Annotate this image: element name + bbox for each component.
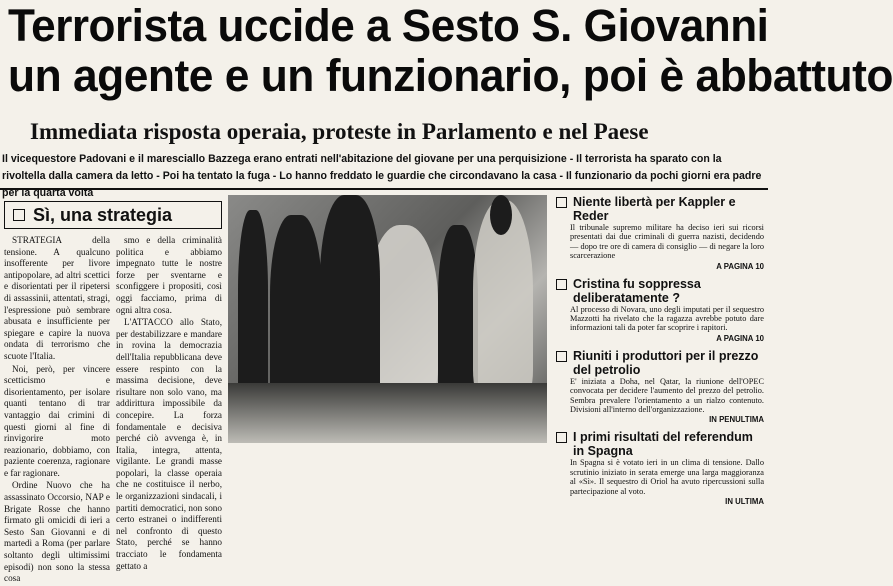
section-divider (0, 188, 768, 190)
square-bullet-icon (13, 209, 25, 221)
checkbox-square-icon (556, 279, 567, 290)
headline-line-2: un agente e un funzionario, poi è abbattuto (8, 50, 893, 101)
editorial-title: Sì, una strategia (33, 204, 173, 225)
editorial-col-1 (4, 235, 110, 586)
brief-item (552, 277, 764, 343)
news-briefs (552, 195, 764, 507)
brief-title: I primi risultati del referendum in Spagna (573, 430, 753, 459)
editorial-title-box (4, 201, 222, 229)
brief-title: Riuniti i produttori per il prezzo del petrolio (573, 348, 759, 377)
news-photo (228, 195, 547, 443)
editorial-paragraph: STRATEGIA della tensione. A qualcuno insofferente per livore antipopolare, ad altri scettici e disorientati per il ripetersi di assassinii, attentati, stragi, l'espressione può sembrare abusata e insufficiente per spiegare e capire la nuova ondata di terrorismo che scuote l'Italia. (4, 235, 110, 361)
brief-page-ref: IN ULTIMA (725, 497, 764, 507)
editorial-body (4, 235, 222, 586)
brief-page-ref: IN PENULTIMA (709, 415, 764, 425)
summary-deck: Il vicequestore Padovani e il maresciallo Bazzega erano entrati nell'abitazione del giovane per una perquisizione - Il terrorista ha sparato con la rivoltella dalla camera da letto - Poi ha tentato la fuga - Lo hanno freddato le guardie che circondavano la casa - Il funzionario da pochi giorni era padre per la quarta volta (2, 153, 762, 199)
brief-page-ref: A PAGINA 10 (716, 333, 764, 343)
checkbox-square-icon (556, 351, 567, 362)
brief-text: Al processo di Novara, uno degli imputati per il sequestro Mazzotti ha rivelato che la ragazza avrebbe potuto dare informazioni tali da poter far scoprire i rapitori. (570, 304, 764, 333)
brief-item (552, 430, 764, 506)
brief-text: In Spagna si è votato ieri in un clima di tensione. Dallo scrutinio iniziato in serata emerge una larga maggioranza al «Sì». Il sequestro di Oriol ha avuto ripercussioni sulla partecipazione al voto. (570, 458, 764, 496)
brief-title: Niente libertà per Kappler e Reder (573, 195, 736, 223)
editorial-paragraph: L'ATTACCO allo Stato, per destabilizzare e mandare in rovina la democrazia dell'Italia repubblicana deve essere respinto con la massima decisione, deve risultare non solo vano, ma addirittura impossibile da concepire. La forza fondamentale e decisiva perché ciò avvenga è, in Italia, integra, attenta, vigilante. Le grandi masse popolari, la classe operaia che ne costituisce il nerbo, le organizzazioni sindacali, i partiti democratici, non sono certo estranei o indifferenti nel confronto di questo Stato, perché se hanno tracciato le fondamenta gettato a (116, 317, 222, 571)
editorial-paragraph: Ordine Nuovo che ha assassinato Occorsio, NAP e Brigate Rosse che hanno firmato gli omicidi di ieri a Sesto San Giovanni e di martedì a Roma (per parlare soltanto degli ultimissimi episodi) non sono la stessa cosa (4, 480, 110, 584)
brief-page-ref: A PAGINA 10 (716, 261, 764, 271)
subheadline: Immediata risposta operaia, proteste in Parlamento e nel Paese (30, 119, 649, 144)
editorial-col-2 (116, 235, 222, 586)
headline-line-1: Terrorista uccide a Sesto S. Giovanni (8, 0, 769, 51)
checkbox-square-icon (556, 432, 567, 443)
brief-title: Cristina fu soppressa deliberatamente ? (573, 276, 701, 305)
brief-item (552, 349, 764, 425)
brief-item (552, 195, 764, 271)
brief-text: E' iniziata a Doha, nel Qatar, la riunione dell'OPEC convocata per decidere l'aumento del prezzo del petrolio. Sembra prevalere l'orientamento a un rialzo contenuto. Divisioni all'interno dell'organizzazione. (570, 376, 764, 415)
editorial-column (4, 195, 222, 584)
brief-text: Il tribunale supremo militare ha deciso ieri sui ricorsi presentati dai due criminali di guerra nazisti, decidendo — dopo tre ore di camera di consiglio — di negare la loro scarcerazione (570, 223, 764, 261)
editorial-paragraph: Noi, però, per vincere scetticismo e disorientamento, per isolare quanti tentano di trar vantaggio dai crimini di questi giorni al fine di rinvigorire moto reazionario, dobbiamo, con paziente coerenza, ragionare e far ragionare. (4, 363, 110, 478)
checkbox-square-icon (556, 197, 567, 208)
editorial-paragraph: smo e della criminalità politica e abbiamo impegnato tutte le nostre forze per sventarne e sconfiggere i propositi, così oggi facciamo, prima di ogni altra cosa. (116, 235, 222, 315)
